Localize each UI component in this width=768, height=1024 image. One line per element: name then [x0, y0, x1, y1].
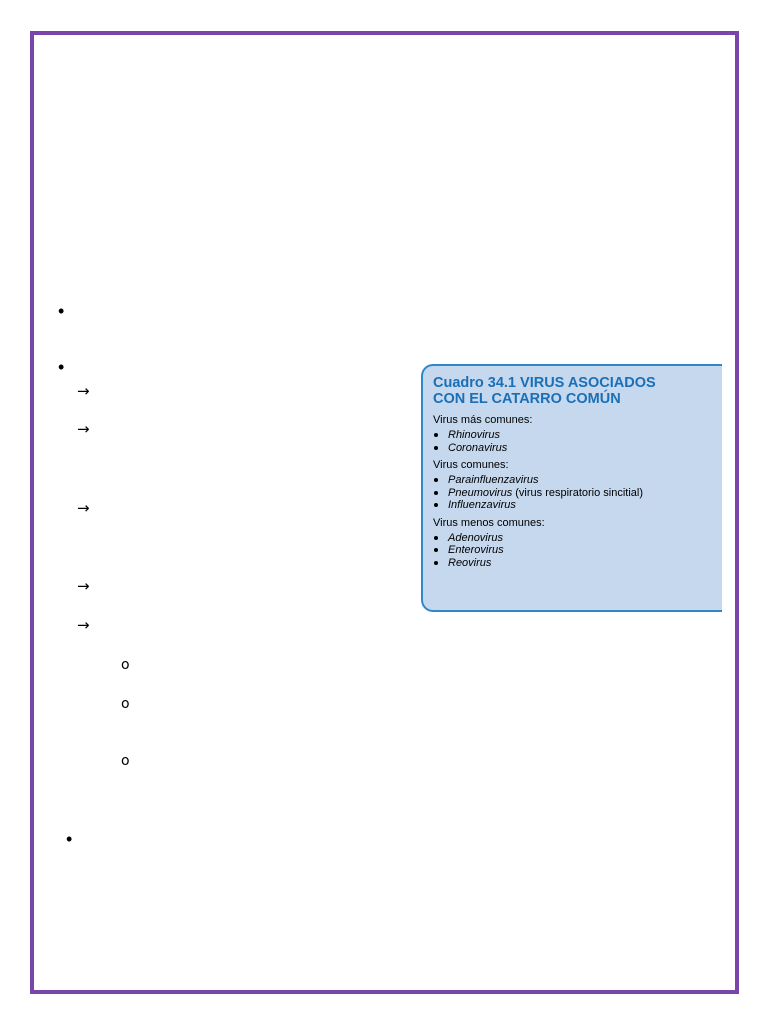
virus-note: (virus respiratorio sincitial) [512, 486, 644, 499]
box-title: Cuadro 34.1 VIRUS ASOCIADOS CON EL CATARRO COMÚN [433, 375, 656, 407]
arrow-marker-4: → [77, 577, 90, 595]
list-item: Influenzavirus [433, 499, 710, 512]
bullet-marker-2: • [58, 357, 65, 377]
list-item: Reovirus [433, 557, 710, 570]
list-item: Adenovirus [433, 532, 710, 545]
virus-list-common [433, 474, 710, 512]
bullet-marker-3: • [66, 829, 73, 849]
virus-list-most-common [433, 429, 710, 454]
list-item: Coronavirus [433, 442, 710, 455]
arrow-marker-5: → [77, 616, 90, 634]
circle-marker-2: o [121, 696, 130, 712]
circle-marker-1: o [121, 657, 130, 673]
list-item: Enterovirus [433, 544, 710, 557]
virus-info-box [421, 364, 722, 612]
section-label-less-common: Virus menos comunes: [433, 516, 545, 529]
virus-list-less-common [433, 532, 710, 570]
bullet-marker-1: • [58, 301, 65, 321]
arrow-marker-3: → [77, 499, 90, 517]
arrow-marker-2: → [77, 420, 90, 438]
list-item: Parainfluenzavirus [433, 474, 710, 487]
section-label-common: Virus comunes: [433, 459, 509, 471]
list-item: Pneumovirus (virus respiratorio sincitial) [433, 487, 710, 500]
section-label-most-common: Virus más comunes: [433, 414, 533, 426]
list-item: Rhinovirus [433, 429, 710, 442]
arrow-marker-1: → [77, 382, 90, 400]
circle-marker-3: o [121, 753, 130, 769]
